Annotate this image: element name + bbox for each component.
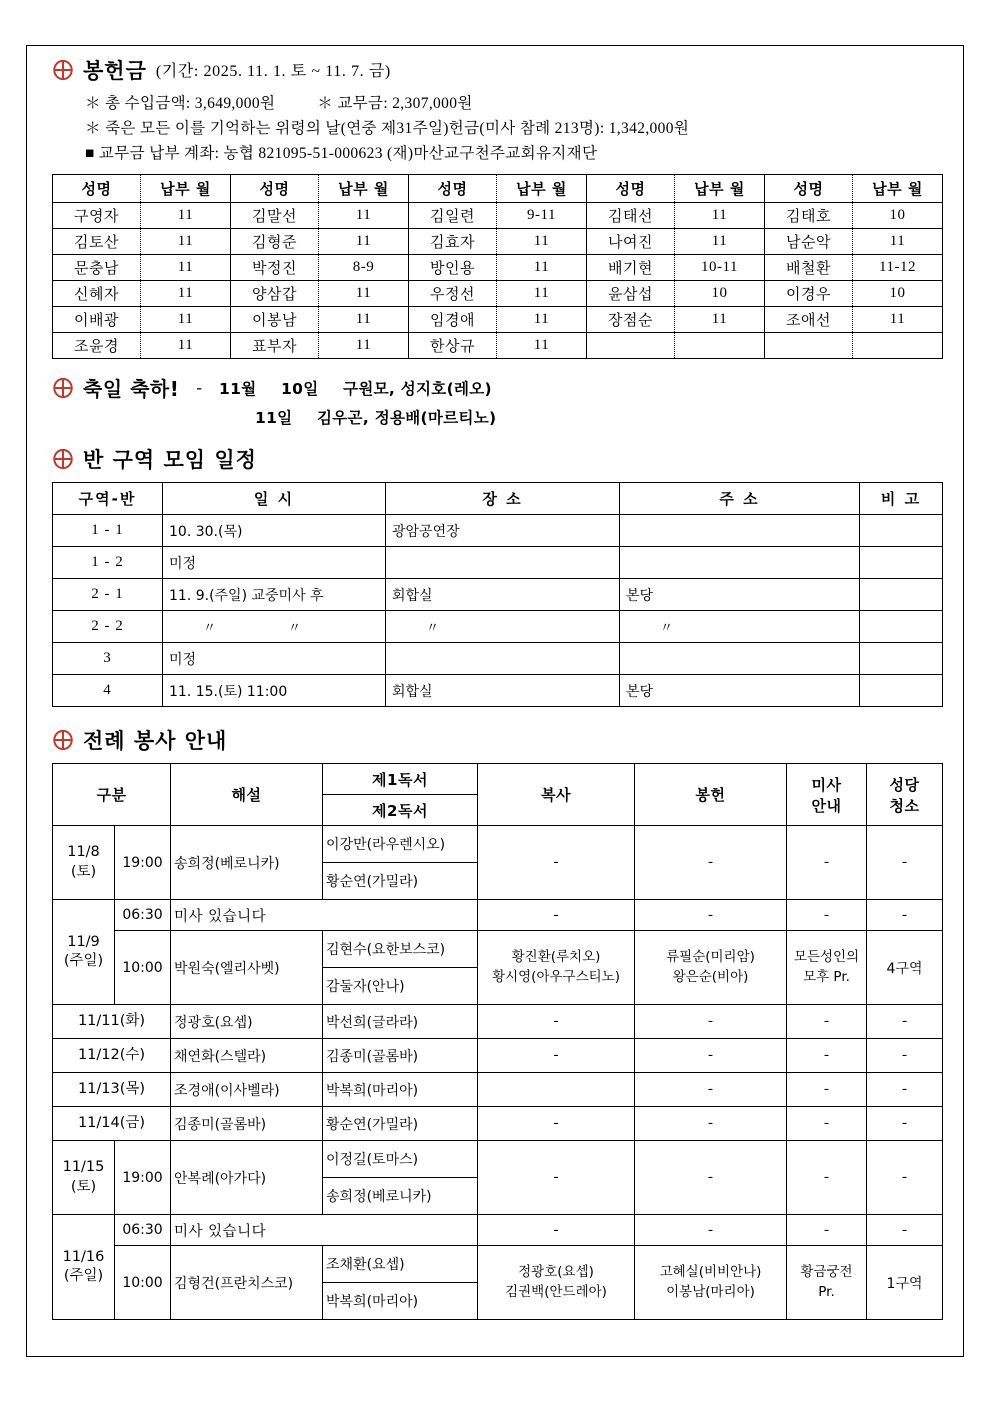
district-header-row xyxy=(53,483,943,515)
donor-name: 김태호 xyxy=(765,203,853,229)
service-guide: - xyxy=(787,1141,867,1215)
donor-month: 11 xyxy=(675,203,765,229)
table-row xyxy=(53,229,943,255)
service-clean: - xyxy=(867,1107,943,1141)
table-row xyxy=(53,255,943,281)
donor-month: 11 xyxy=(675,229,765,255)
service-server: - xyxy=(478,1107,635,1141)
mass-note: 미사 있습니다 xyxy=(171,900,478,931)
zone-label: 2 - 2 xyxy=(53,611,163,643)
service-date-l2: (토) xyxy=(70,863,97,880)
meeting-when: 11. 9.(주일) 교중미사 후 xyxy=(163,579,386,611)
service-guide: - xyxy=(787,900,867,931)
donor-name: 박정진 xyxy=(231,255,319,281)
crossed-circle-icon xyxy=(52,377,74,399)
liturgy-header-row xyxy=(53,764,943,795)
col-name-2: 성명 xyxy=(231,175,319,203)
col-name-4: 성명 xyxy=(587,175,675,203)
service-offering: - xyxy=(635,1039,787,1073)
donor-month: 11 xyxy=(497,255,587,281)
service-server-l1: 정광호(요셉) xyxy=(518,1264,594,1281)
donor-month: 8-9 xyxy=(319,255,409,281)
meeting-note xyxy=(860,515,943,547)
service-reading2: 송희정(베로니카) xyxy=(323,1178,478,1215)
service-offering xyxy=(635,1246,787,1320)
donor-name: 구영자 xyxy=(53,203,141,229)
col-note: 비 고 xyxy=(860,483,943,515)
service-reading2: 황순연(가밀라) xyxy=(323,863,478,900)
col-mass-guide-l2: 안내 xyxy=(811,796,842,815)
table-row xyxy=(53,675,943,707)
donor-month: 11-12 xyxy=(853,255,943,281)
service-reading1: 이강만(라우렌시오) xyxy=(323,826,478,863)
service-guide: - xyxy=(787,1215,867,1246)
service-date-l2: (주일) xyxy=(63,953,104,970)
meeting-addr xyxy=(620,643,860,675)
feast-names-1: 구원모, 성지호(레오) xyxy=(343,379,492,398)
donor-month: 11 xyxy=(141,229,231,255)
col-month-5: 납부 월 xyxy=(853,175,943,203)
service-date: 11/14(금) xyxy=(53,1107,171,1141)
service-time: 10:00 xyxy=(115,931,171,1005)
donor-month: 10 xyxy=(853,281,943,307)
meeting-place: 광암공연장 xyxy=(386,515,620,547)
service-date-l1: 11/16 xyxy=(62,1248,105,1265)
donor-name: 김태선 xyxy=(587,203,675,229)
donor-month: 10-11 xyxy=(675,255,765,281)
service-guide-l1: 황금궁전 xyxy=(800,1264,853,1281)
service-offering: - xyxy=(635,1215,787,1246)
meeting-addr: 본당 xyxy=(620,579,860,611)
service-commentary: 조경애(이사벨라) xyxy=(171,1073,323,1107)
meeting-when: 미정 xyxy=(163,547,386,579)
offering-dues-amount: ＊ 교무금: 2,307,000원 xyxy=(317,95,473,112)
donor-name: 이봉남 xyxy=(231,307,319,333)
donor-month: 11 xyxy=(319,307,409,333)
donor-month: 11 xyxy=(497,229,587,255)
feast-day-1: 10일 xyxy=(281,379,319,398)
offering-period: (기간: 2025. 11. 1. 토 ~ 11. 7. 금) xyxy=(155,63,391,80)
offering-account-line: ■ 교무금 납부 계좌: 농협 821095-51-000623 (재)마산교구천주교회유지재단 xyxy=(85,145,598,163)
col-church-clean-l1: 성당 xyxy=(889,775,920,794)
service-commentary: 송희정(베로니카) xyxy=(171,826,323,900)
service-clean: - xyxy=(867,1215,943,1246)
meeting-place xyxy=(386,643,620,675)
crossed-circle-icon xyxy=(52,59,74,81)
service-offering: - xyxy=(635,900,787,931)
service-offering: - xyxy=(635,1107,787,1141)
meeting-place xyxy=(386,547,620,579)
table-row xyxy=(53,1246,943,1283)
donor-name: 방인용 xyxy=(409,255,497,281)
meeting-place xyxy=(386,611,620,643)
donor-name: 한상규 xyxy=(409,333,497,359)
service-offering: - xyxy=(635,1141,787,1215)
col-name-3: 성명 xyxy=(409,175,497,203)
donor-name: 임경애 xyxy=(409,307,497,333)
meeting-when: 미정 xyxy=(163,643,386,675)
donor-name: 우정선 xyxy=(409,281,497,307)
meeting-note xyxy=(860,547,943,579)
donor-month: 11 xyxy=(141,333,231,359)
donor-month: 11 xyxy=(141,203,231,229)
service-server-l2: 김권백(안드레아) xyxy=(505,1283,607,1300)
service-date-l1: 11/15 xyxy=(62,1159,105,1176)
feast-section xyxy=(52,373,942,428)
service-time: 10:00 xyxy=(115,1246,171,1320)
service-guide: - xyxy=(787,1005,867,1039)
col-addr: 주 소 xyxy=(620,483,860,515)
zone-label: 2 - 1 xyxy=(53,579,163,611)
meeting-when: 11. 15.(토) 11:00 xyxy=(163,675,386,707)
meeting-addr xyxy=(620,611,860,643)
service-reading1: 조채환(요셉) xyxy=(323,1246,478,1283)
table-row xyxy=(53,1039,943,1073)
donor-name: 윤삼섭 xyxy=(587,281,675,307)
service-time: 06:30 xyxy=(115,1215,171,1246)
col-month-1: 납부 월 xyxy=(141,175,231,203)
service-server: - xyxy=(478,1141,635,1215)
district-section-header xyxy=(52,444,942,474)
donor-month: 11 xyxy=(141,281,231,307)
donor-name: 장점순 xyxy=(587,307,675,333)
bulletin-content xyxy=(52,55,942,1320)
service-guide-l2: 모후 Pr. xyxy=(803,968,850,985)
feast-dash: - xyxy=(196,377,203,397)
service-offering-l2: 왕은순(비아) xyxy=(672,968,749,985)
col-reading1: 제1독서 xyxy=(323,764,478,795)
donor-month: 11 xyxy=(675,307,765,333)
liturgy-service-table xyxy=(52,763,943,1320)
service-reading1: 김현수(요한보스코) xyxy=(323,931,478,968)
donor-month: 11 xyxy=(853,229,943,255)
donor-month: 11 xyxy=(497,333,587,359)
service-date-l2: (주일) xyxy=(63,1268,104,1285)
service-clean: - xyxy=(867,900,943,931)
crossed-circle-icon xyxy=(52,729,74,751)
service-clean: 4구역 xyxy=(867,931,943,1005)
meeting-addr xyxy=(620,515,860,547)
meeting-note xyxy=(860,643,943,675)
service-date xyxy=(53,900,115,1005)
service-reading1: 이정길(토마스) xyxy=(323,1141,478,1178)
donor-name xyxy=(765,333,853,359)
service-date xyxy=(53,826,115,900)
service-date xyxy=(53,1215,115,1320)
service-date-l1: 11/9 xyxy=(67,933,100,950)
table-row xyxy=(53,826,943,863)
donor-month: 10 xyxy=(853,203,943,229)
offering-names-table xyxy=(52,174,943,359)
meeting-when xyxy=(163,611,386,643)
offering-total-amount: ＊ 총 수입금액: 3,649,000원 xyxy=(85,95,276,112)
donor-name: 나여진 xyxy=(587,229,675,255)
table-row xyxy=(53,307,943,333)
donor-name: 김토산 xyxy=(53,229,141,255)
offering-summary-lines xyxy=(85,91,942,166)
service-reading: 황순연(가밀라) xyxy=(323,1107,478,1141)
table-row xyxy=(53,1073,943,1107)
feast-names-2: 김우곤, 정용배(마르티노) xyxy=(317,409,497,428)
feast-section-header xyxy=(52,373,942,402)
col-server: 복사 xyxy=(478,764,635,826)
donor-name: 신혜자 xyxy=(53,281,141,307)
col-month-2: 납부 월 xyxy=(319,175,409,203)
col-name-5: 성명 xyxy=(765,175,853,203)
meeting-addr: 본당 xyxy=(620,675,860,707)
service-offering-l1: 고혜실(비비안나) xyxy=(659,1264,762,1281)
table-row xyxy=(53,931,943,968)
donor-month: 11 xyxy=(141,255,231,281)
service-time: 19:00 xyxy=(115,826,171,900)
donor-name: 이경우 xyxy=(765,281,853,307)
service-offering: - xyxy=(635,826,787,900)
service-offering: - xyxy=(635,1005,787,1039)
donor-name xyxy=(587,333,675,359)
meeting-note xyxy=(860,579,943,611)
table-row xyxy=(53,1005,943,1039)
feast-day-2: 11일 xyxy=(255,409,293,428)
service-guide xyxy=(787,931,867,1005)
donor-month: 11 xyxy=(319,281,409,307)
feast-month-1: 11월 xyxy=(219,379,257,398)
service-commentary: 채연화(스텔라) xyxy=(171,1039,323,1073)
offering-memorial-line: ＊ 죽은 모든 이를 기억하는 위령의 날(연중 제31주일)헌금(미사 참례 213명): 1,342,000원 xyxy=(85,120,690,138)
service-reading: 박선희(글라라) xyxy=(323,1005,478,1039)
service-reading2: 박복희(마리아) xyxy=(323,1283,478,1320)
service-date-l1: 11/8 xyxy=(67,844,100,861)
donor-month: 11 xyxy=(853,307,943,333)
col-division: 구분 xyxy=(53,764,171,826)
ditto-mark: 〃 xyxy=(288,620,302,636)
service-server: - xyxy=(478,900,635,931)
service-offering xyxy=(635,931,787,1005)
donor-name: 남순악 xyxy=(765,229,853,255)
service-server xyxy=(478,1073,635,1107)
service-guide-l1: 모든성인의 xyxy=(793,949,860,966)
liturgy-title: 전례 봉사 안내 xyxy=(83,729,228,754)
table-row xyxy=(53,333,943,359)
service-server xyxy=(478,1246,635,1320)
service-offering-l2: 이봉남(마리아) xyxy=(666,1283,755,1300)
service-clean: - xyxy=(867,1005,943,1039)
table-row xyxy=(53,547,943,579)
service-date-l2: (토) xyxy=(70,1178,97,1195)
donor-name: 김일련 xyxy=(409,203,497,229)
service-date xyxy=(53,1141,115,1215)
col-reading2: 제2독서 xyxy=(323,795,478,826)
service-reading: 김종미(골롬바) xyxy=(323,1039,478,1073)
donor-name: 김말선 xyxy=(231,203,319,229)
district-title: 반 구역 모임 일정 xyxy=(83,448,257,473)
col-offering: 봉헌 xyxy=(635,764,787,826)
feast-entry-1 xyxy=(219,377,492,399)
col-zone: 구역-반 xyxy=(53,483,163,515)
service-reading: 박복희(마리아) xyxy=(323,1073,478,1107)
zone-label: 1 - 1 xyxy=(53,515,163,547)
col-church-clean-l2: 청소 xyxy=(889,796,920,815)
service-server-l1: 황진환(루치오) xyxy=(511,949,601,966)
col-month-4: 납부 월 xyxy=(675,175,765,203)
meeting-addr xyxy=(620,547,860,579)
donor-name: 배철환 xyxy=(765,255,853,281)
service-guide: - xyxy=(787,1073,867,1107)
donor-month xyxy=(675,333,765,359)
service-server xyxy=(478,931,635,1005)
col-place: 장 소 xyxy=(386,483,620,515)
service-reading2: 감둘자(안나) xyxy=(323,968,478,1005)
table-row xyxy=(53,1107,943,1141)
table-row xyxy=(53,643,943,675)
service-commentary: 김형건(프란치스코) xyxy=(171,1246,323,1320)
table-row xyxy=(53,579,943,611)
donor-month: 11 xyxy=(319,203,409,229)
table-row xyxy=(53,515,943,547)
donor-month: 11 xyxy=(319,333,409,359)
meeting-note xyxy=(860,611,943,643)
col-mass-guide xyxy=(787,764,867,826)
district-meeting-table xyxy=(52,482,943,707)
donor-name: 이배광 xyxy=(53,307,141,333)
zone-label: 1 - 2 xyxy=(53,547,163,579)
donor-name: 김효자 xyxy=(409,229,497,255)
table-row xyxy=(53,1141,943,1178)
col-church-clean xyxy=(867,764,943,826)
service-guide: - xyxy=(787,1039,867,1073)
donor-month: 11 xyxy=(497,281,587,307)
service-offering-l1: 류필순(미리암) xyxy=(666,949,755,966)
table-row xyxy=(53,281,943,307)
service-guide-l2: Pr. xyxy=(818,1283,835,1300)
col-month-3: 납부 월 xyxy=(497,175,587,203)
meeting-place: 회합실 xyxy=(386,579,620,611)
meeting-place: 회합실 xyxy=(386,675,620,707)
zone-label: 3 xyxy=(53,643,163,675)
service-server: - xyxy=(478,826,635,900)
crossed-circle-icon xyxy=(52,448,74,470)
service-date: 11/12(수) xyxy=(53,1039,171,1073)
offering-table-header-row xyxy=(53,175,943,203)
meeting-note xyxy=(860,675,943,707)
donor-month xyxy=(853,333,943,359)
ditto-mark: 〃 xyxy=(426,620,440,636)
donor-month: 10 xyxy=(675,281,765,307)
donor-name: 문충남 xyxy=(53,255,141,281)
ditto-mark: 〃 xyxy=(660,620,674,636)
service-commentary: 김종미(골롬바) xyxy=(171,1107,323,1141)
offering-title: 봉헌금 xyxy=(83,59,147,83)
col-mass-guide-l1: 미사 xyxy=(811,775,842,794)
feast-entry-2 xyxy=(255,406,942,428)
ditto-mark: 〃 xyxy=(203,620,217,636)
service-guide: - xyxy=(787,1107,867,1141)
liturgy-section-header xyxy=(52,725,942,755)
service-time: 19:00 xyxy=(115,1141,171,1215)
meeting-when: 10. 30.(목) xyxy=(163,515,386,547)
service-commentary: 안복례(아가다) xyxy=(171,1141,323,1215)
donor-name: 양삼갑 xyxy=(231,281,319,307)
service-date: 11/13(목) xyxy=(53,1073,171,1107)
donor-name: 배기현 xyxy=(587,255,675,281)
feast-title: 축일 축하! xyxy=(83,377,180,402)
service-offering: - xyxy=(635,1073,787,1107)
service-server: - xyxy=(478,1039,635,1073)
service-server-l2: 황시영(아우구스티노) xyxy=(492,968,620,985)
table-row xyxy=(53,900,943,931)
service-clean: 1구역 xyxy=(867,1246,943,1320)
col-when: 일 시 xyxy=(163,483,386,515)
service-clean: - xyxy=(867,1039,943,1073)
service-clean: - xyxy=(867,1073,943,1107)
service-commentary: 정광호(요셉) xyxy=(171,1005,323,1039)
donor-name: 조애선 xyxy=(765,307,853,333)
donor-month: 9-11 xyxy=(497,203,587,229)
service-guide: - xyxy=(787,826,867,900)
service-guide xyxy=(787,1246,867,1320)
table-row xyxy=(53,611,943,643)
donor-month: 11 xyxy=(497,307,587,333)
col-commentary: 해설 xyxy=(171,764,323,826)
service-time: 06:30 xyxy=(115,900,171,931)
donor-month: 11 xyxy=(141,307,231,333)
service-server: - xyxy=(478,1005,635,1039)
offering-section-header xyxy=(52,55,942,85)
service-clean: - xyxy=(867,1141,943,1215)
donor-name: 조윤경 xyxy=(53,333,141,359)
mass-note: 미사 있습니다 xyxy=(171,1215,478,1246)
zone-label: 4 xyxy=(53,675,163,707)
service-commentary: 박원숙(엘리사벳) xyxy=(171,931,323,1005)
table-row xyxy=(53,203,943,229)
service-server: - xyxy=(478,1215,635,1246)
service-date: 11/11(화) xyxy=(53,1005,171,1039)
service-clean: - xyxy=(867,826,943,900)
table-row xyxy=(53,1215,943,1246)
col-name-1: 성명 xyxy=(53,175,141,203)
offering-totals-line xyxy=(85,91,942,116)
donor-month: 11 xyxy=(319,229,409,255)
donor-name: 김형준 xyxy=(231,229,319,255)
donor-name: 표부자 xyxy=(231,333,319,359)
